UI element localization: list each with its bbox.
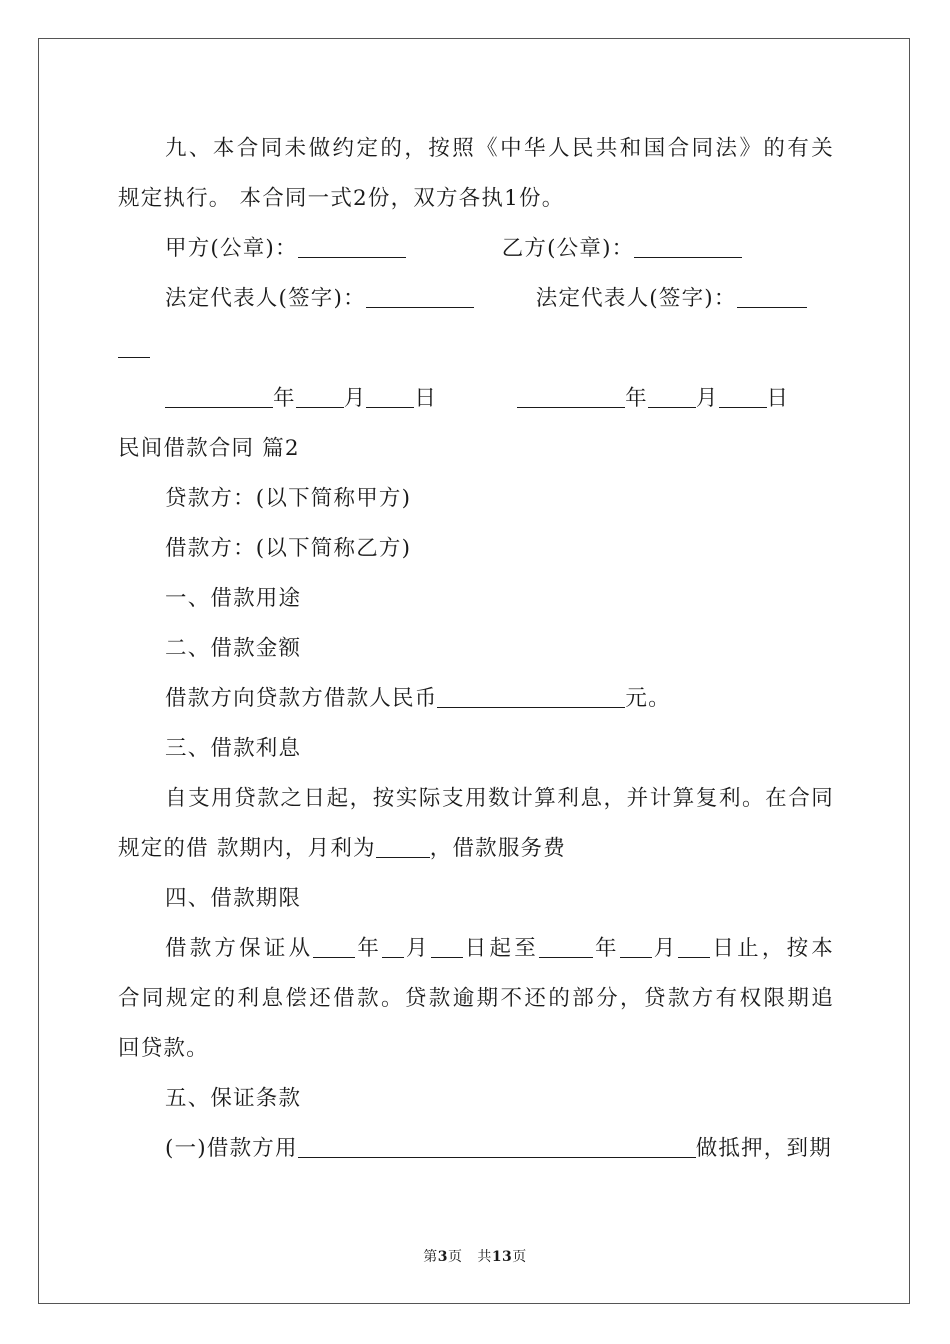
- legal-rep-b-blank: [737, 286, 807, 309]
- legal-rep-b-blank-tail: [118, 336, 150, 359]
- seal-row: [118, 224, 834, 274]
- interest-line-2: [118, 824, 834, 874]
- term-from: 日起至: [462, 936, 539, 961]
- term-line-1: [118, 924, 834, 974]
- term-end-month: 月: [651, 936, 679, 961]
- page-label: 页: [447, 1249, 463, 1265]
- party-a-seal-label: 甲方(公章)：: [165, 236, 298, 261]
- party-b-seal-blank: [634, 236, 742, 259]
- interest-line-2-prefix: 规定的借 款期内，月利为: [118, 836, 376, 861]
- item-4-heading: 四、借款期限: [165, 886, 302, 911]
- legal-rep-a-label: 法定代表人(签字)：: [165, 286, 366, 311]
- term-end-day-blank: [678, 936, 710, 959]
- date-row: [118, 374, 834, 424]
- date-b-day-blank: [719, 386, 767, 409]
- clause-9-line-2: 规定执行。 本合同一式2份，双方各执1份。: [118, 186, 565, 211]
- amount-line: [118, 674, 834, 724]
- legal-rep-row: [118, 274, 834, 324]
- legal-rep-a-blank: [366, 286, 474, 309]
- item-5-heading: 五、保证条款: [165, 1086, 302, 1111]
- term-start-year: 年: [355, 936, 383, 961]
- amount-prefix: 借款方向贷款方借款人民币: [165, 686, 438, 711]
- term-start-year-blank: [313, 936, 355, 959]
- date-a-month: 月: [343, 386, 367, 411]
- amount-blank: [437, 686, 625, 709]
- date-a-month-blank: [296, 386, 344, 409]
- page-total: 13: [491, 1249, 513, 1265]
- monthly-rate-blank: [376, 836, 430, 859]
- page-prefix: 第: [423, 1249, 438, 1265]
- term-start-month: 月: [404, 936, 431, 961]
- lender-line: 贷款方：(以下简称甲方): [165, 486, 412, 511]
- term-end-year: 年: [592, 936, 620, 961]
- term-until: 日止，按本: [710, 936, 834, 961]
- date-b-year-blank: [517, 386, 625, 409]
- item-3-heading: 三、借款利息: [165, 736, 302, 761]
- term-start-day-blank: [431, 936, 463, 959]
- interest-line-2-suffix: ，借款服务费: [429, 836, 566, 861]
- date-b-day: 日: [766, 386, 790, 411]
- guarantee-suffix: 做抵押，到期: [695, 1136, 832, 1161]
- guarantee-prefix: (一)借款方用: [165, 1136, 298, 1161]
- term-start-month-blank: [382, 936, 404, 959]
- term-line-2: 合同规定的利息偿还借款。贷款逾期不还的部分，贷款方有权限期追: [118, 986, 834, 1011]
- date-a-day: 日: [414, 386, 438, 411]
- collateral-blank: [298, 1136, 696, 1159]
- term-end-month-blank: [620, 936, 652, 959]
- legal-rep-b-label: 法定代表人(签字)：: [535, 286, 737, 311]
- date-b-month-blank: [648, 386, 696, 409]
- party-a-seal-blank: [298, 236, 406, 259]
- term-prefix: 借款方保证从: [165, 936, 314, 961]
- total-prefix: 共: [477, 1249, 492, 1265]
- item-1-heading: 一、借款用途: [165, 586, 302, 611]
- term-end-year-blank: [539, 936, 593, 959]
- total-label: 页: [512, 1249, 527, 1265]
- page-footer: [0, 1246, 950, 1266]
- guarantee-line: [118, 1124, 834, 1174]
- section-title: 民间借款合同 篇2: [118, 436, 300, 461]
- date-b-year: 年: [625, 386, 648, 411]
- date-a-day-blank: [366, 386, 414, 409]
- item-2-heading: 二、借款金额: [165, 636, 302, 661]
- page-current: 3: [437, 1249, 448, 1265]
- legal-rep-blank-continued: [118, 324, 834, 374]
- term-line-3: 回贷款。: [118, 1036, 209, 1061]
- borrower-line: 借款方：(以下简称乙方): [165, 536, 412, 561]
- clause-9-line-1: 九、本合同未做约定的，按照《中华人民共和国合同法》的有关: [165, 136, 834, 161]
- date-a-year: 年: [273, 386, 296, 411]
- date-b-month: 月: [695, 386, 719, 411]
- interest-line-1: 自支用贷款之日起，按实际支用数计算利息，并计算复利。在合同: [165, 786, 834, 811]
- date-a-year-blank: [165, 386, 273, 409]
- amount-suffix: 元。: [625, 686, 671, 711]
- party-b-seal-label: 乙方(公章)：: [501, 236, 635, 261]
